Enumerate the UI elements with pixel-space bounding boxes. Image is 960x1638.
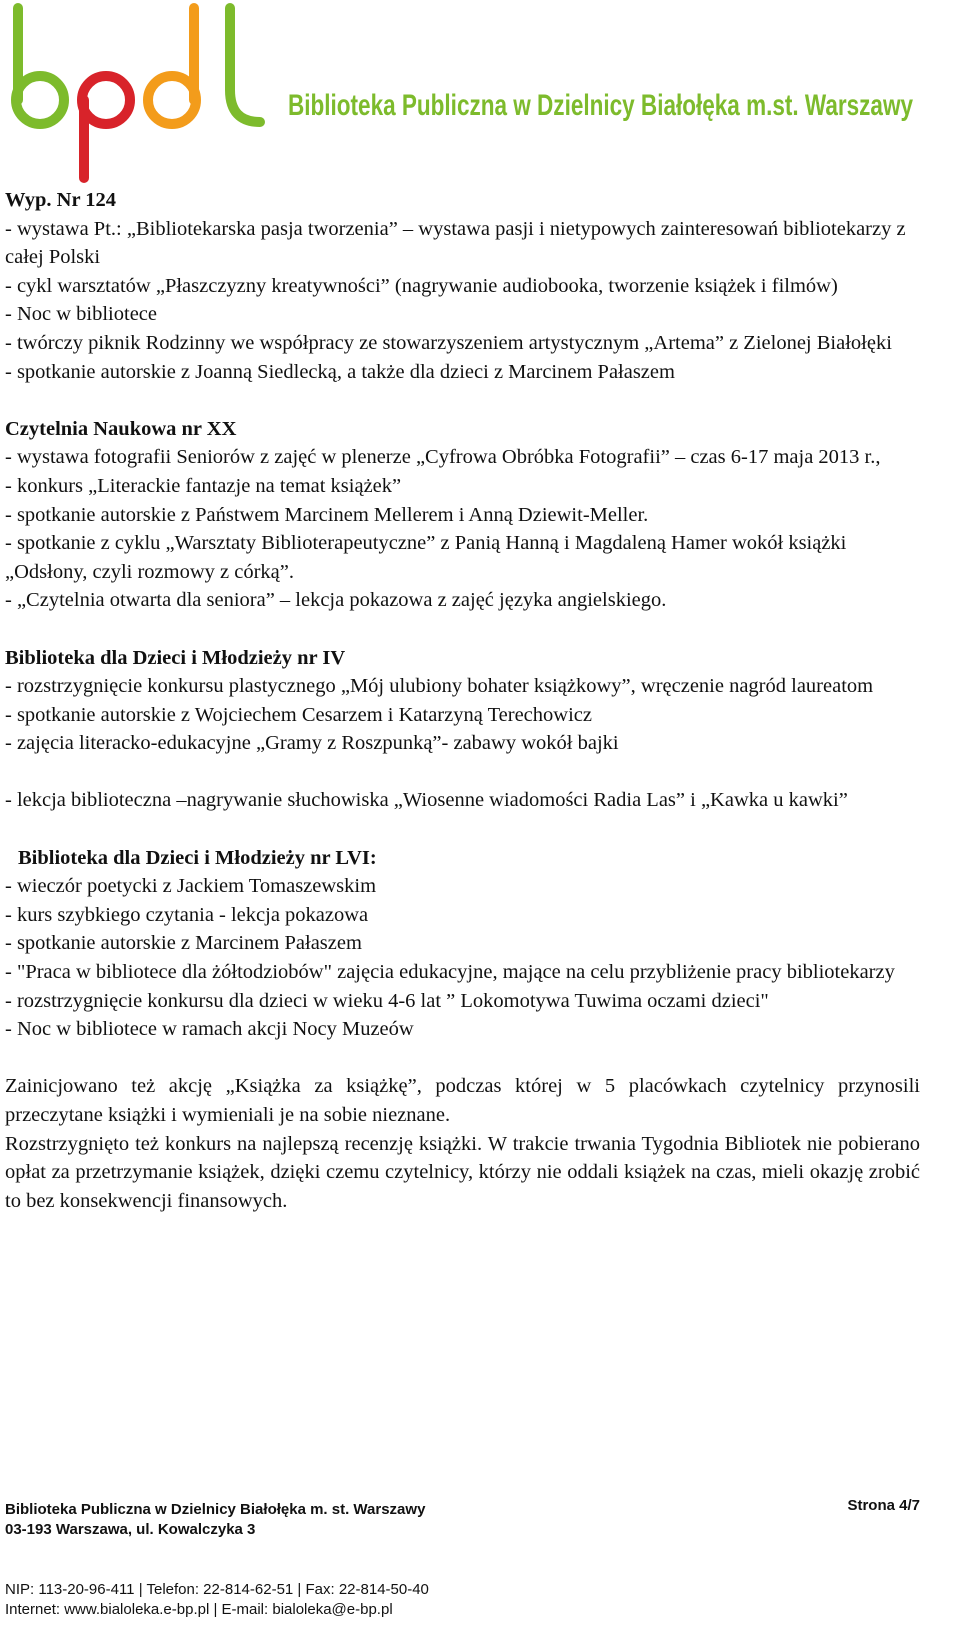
list-item: - cykl warsztatów „Płaszczyzny kreatywności” (nagrywanie audiobooka, tworzenie książek i filmów) (5, 274, 838, 297)
logo-letter-l (230, 8, 260, 122)
list-item: - "Praca w bibliotece dla żółtodziobów" zajęcia edukacyjne, mające na celu przybliżenie pracy bibliotekarzy (5, 961, 895, 984)
list-item: - wieczór poetycki z Jackiem Tomaszewskim (5, 875, 377, 898)
logo-name: Biblioteka Publiczna w Dzielnicy Białołęka m.st. Warszawy (288, 89, 914, 122)
list-item: - kurs szybkiego czytania - lekcja pokazowa (5, 903, 369, 926)
logo-letter-d-bowl (148, 76, 196, 124)
document-body (5, 186, 920, 1215)
section-heading: Czytelnia Naukowa nr XX (5, 417, 237, 440)
spacer (5, 386, 920, 415)
closing-paragraph: Zainicjowano też akcję „Książka za książkę”, podczas której w 5 placówkach czytelnicy przynosili przeczytane książki i wymieniali je na sobie nieznane. (5, 1075, 920, 1126)
closing-paragraph: Rozstrzygnięto też konkurs na najlepszą recenzję książki. W trakcie trwania Tygodnia Bibliotek nie pobierano opłat za przetrzymanie książek, dzięki czemu czytelnicy, którzy nie oddali książek na czas, mieli okazję zrobić to bez konsekwencji finansowych. (5, 1132, 920, 1212)
section-heading: Biblioteka dla Dzieci i Młodzieży nr IV (5, 646, 346, 669)
spacer (5, 758, 920, 787)
spacer (5, 615, 920, 644)
library-logo (0, 0, 960, 190)
logo-letter-b-bowl (16, 76, 64, 124)
section-heading: Wyp. Nr 124 (5, 189, 117, 211)
section-heading: Biblioteka dla Dzieci i Młodzieży nr LVI: (18, 846, 377, 869)
list-item: - twórczy piknik Rodzinny we współpracy ze stowarzyszeniem artystycznym „Artema” z Zielonej Białołęki (5, 331, 892, 354)
list-item: - zajęcia literacko-edukacyjne „Gramy z Roszpunką”- zabawy wokół bajki (5, 732, 619, 755)
footer-address: 03-193 Warszawa, ul. Kowalczyka 3 (5, 1521, 256, 1538)
list-item: - spotkanie autorskie z Państwem Marcinem Mellerem i Anną Dziewit-Meller. (5, 503, 649, 526)
spacer (5, 815, 920, 844)
list-item: - spotkanie autorskie z Wojciechem Cesarzem i Katarzyną Terechowicz (5, 703, 592, 726)
footer-org: Biblioteka Publiczna w Dzielnicy Białołęka m. st. Warszawy (5, 1501, 426, 1518)
footer-phone-line: NIP: 113-20-96-411 | Telefon: 22-814-62-51 | Fax: 22-814-50-40 (5, 1581, 429, 1598)
list-item: - wystawa Pt.: „Bibliotekarska pasja tworzenia” – wystawa pasji i nietypowych zainteresowań bibliotekarzy z całej Polski (5, 217, 906, 269)
footer (5, 1500, 920, 1540)
list-item: - Noc w bibliotece (5, 303, 157, 326)
page-number: Strona 4/7 (847, 1497, 920, 1514)
list-item: - lekcja biblioteczna –nagrywanie słuchowiska „Wiosenne wiadomości Radia Las” i „Kawka u kawki” (5, 789, 848, 812)
list-item: - spotkanie autorskie z Marcinem Pałaszem (5, 932, 362, 955)
list-item: - Noc w bibliotece w ramach akcji Nocy Muzeów (5, 1018, 414, 1041)
list-item: - konkurs „Literackie fantazje na temat książek” (5, 474, 402, 497)
logo-letter-p-bowl (82, 76, 130, 124)
footer-contact (5, 1580, 920, 1620)
list-item: - spotkanie autorskie z Joanną Siedlecką, a także dla dzieci z Marcinem Pałaszem (5, 360, 675, 383)
list-item: - spotkanie z cyklu „Warsztaty Biblioterapeutyczne” z Panią Hanną i Magdaleną Hamer wokół książki „Odsłony, czyli rozmowy z córką”. (5, 532, 847, 583)
list-item: - rozstrzygnięcie konkursu plastycznego „Mój ulubiony bohater książkowy”, wręczenie nagród laureatom (5, 675, 874, 698)
list-item: - rozstrzygnięcie konkursu dla dzieci w wieku 4-6 lat ” Lokomotywa Tuwima oczami dzieci" (5, 989, 769, 1012)
footer-web-line: Internet: www.bialoleka.e-bp.pl | E-mail: bialoleka@e-bp.pl (5, 1601, 393, 1618)
spacer (5, 1044, 920, 1073)
list-item: - „Czytelnia otwarta dla seniora” – lekcja pokazowa z zajęć języka angielskiego. (5, 589, 667, 612)
list-item: - wystawa fotografii Seniorów z zajęć w plenerze „Cyfrowa Obróbka Fotografii” – czas 6-17 maja 2013 r., (5, 446, 881, 469)
